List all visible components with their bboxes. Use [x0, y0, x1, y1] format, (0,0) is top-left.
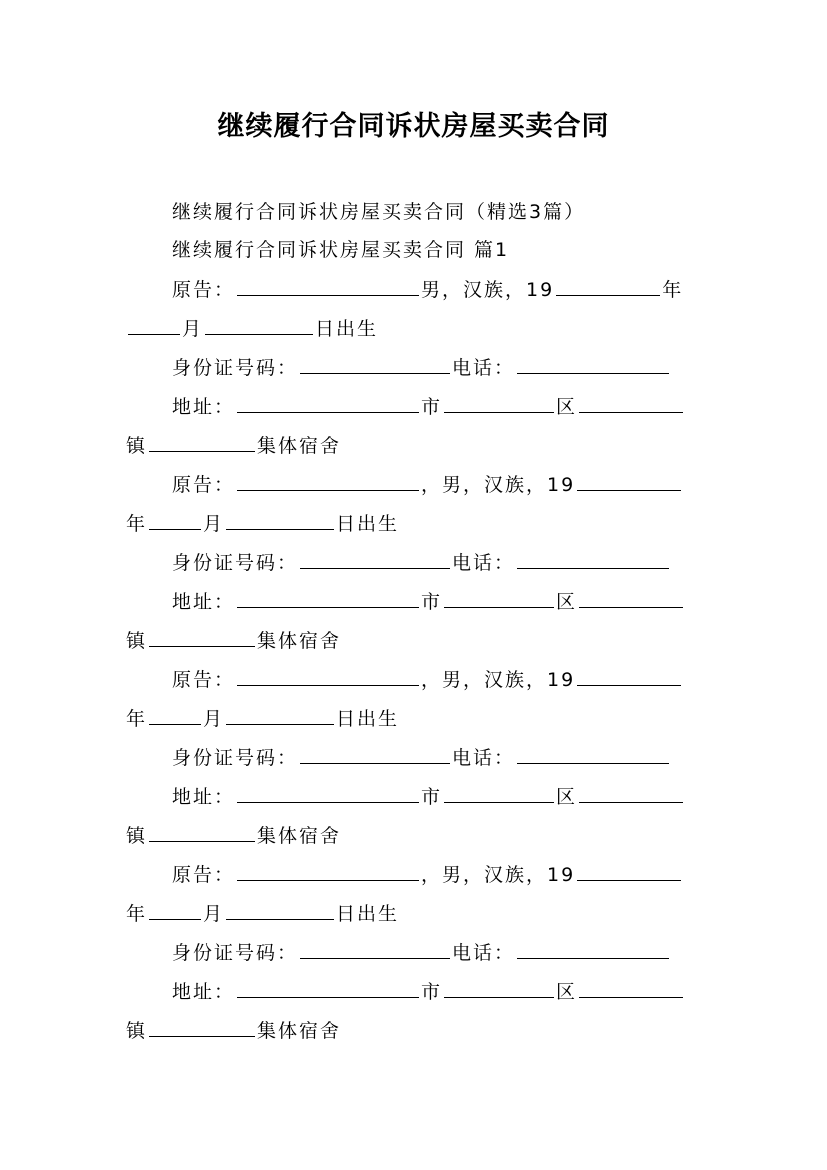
address-line: [172, 979, 685, 1004]
name-blank: [237, 277, 419, 296]
label-town: 镇: [126, 630, 148, 652]
dorm-line: [126, 628, 341, 653]
label-birth: 日出生: [336, 513, 400, 535]
label-month: 月: [203, 513, 225, 535]
address-blank: [237, 784, 419, 803]
id-blank: [300, 355, 450, 374]
label-phone: 电话：: [452, 747, 516, 769]
year-blank: [577, 862, 681, 881]
district-blank: [444, 589, 554, 608]
dorm-line: [126, 823, 341, 848]
label-dorm: 集体宿舍: [257, 825, 342, 847]
birth-line: [126, 706, 399, 731]
label-month: 月: [182, 318, 204, 340]
birth-line: [126, 511, 399, 536]
day-blank: [226, 901, 334, 920]
label-phone: 电话：: [452, 357, 516, 379]
phone-blank: [517, 355, 669, 374]
name-blank: [237, 472, 419, 491]
id-blank: [300, 940, 450, 959]
label-id: 身份证号码：: [172, 357, 299, 379]
town-blank: [579, 979, 683, 998]
plaintiff-line: [172, 862, 683, 887]
label-id: 身份证号码：: [172, 552, 299, 574]
month-blank: [149, 511, 201, 530]
label-dorm: 集体宿舍: [257, 1020, 342, 1042]
phone-blank: [517, 940, 669, 959]
town-blank: [579, 589, 683, 608]
label-year: 年: [662, 279, 684, 301]
dorm-blank: [149, 628, 255, 647]
name-blank: [237, 862, 419, 881]
label-city: 市: [421, 591, 443, 613]
label-birth: 日出生: [315, 318, 379, 340]
label-birth: 日出生: [336, 708, 400, 730]
id-line: [172, 940, 671, 965]
name-blank: [237, 667, 419, 686]
day-blank: [226, 511, 334, 530]
label-birth: 日出生: [336, 903, 400, 925]
label-id: 身份证号码：: [172, 942, 299, 964]
district-blank: [444, 979, 554, 998]
label-town: 镇: [126, 1020, 148, 1042]
phone-blank: [517, 550, 669, 569]
label-year: 年: [126, 708, 148, 730]
year-blank: [577, 667, 681, 686]
label-district: 区: [556, 786, 578, 808]
year-blank: [577, 472, 681, 491]
month-blank: [128, 316, 180, 335]
id-blank: [300, 550, 450, 569]
birth-line: [126, 316, 378, 341]
district-blank: [444, 394, 554, 413]
label-city: 市: [421, 981, 443, 1003]
address-line: [172, 589, 685, 614]
label-district: 区: [556, 591, 578, 613]
label-male-ethnic: ，男，汉族，19: [421, 474, 576, 496]
birth-line: [126, 901, 399, 926]
id-blank: [300, 745, 450, 764]
label-city: 市: [421, 786, 443, 808]
plaintiff-line: [172, 472, 683, 497]
label-plaintiff: 原告：: [172, 279, 236, 301]
month-blank: [149, 706, 201, 725]
label-year: 年: [126, 513, 148, 535]
month-blank: [149, 901, 201, 920]
address-blank: [237, 589, 419, 608]
dorm-blank: [149, 433, 255, 452]
year-blank: [556, 277, 660, 296]
dorm-blank: [149, 823, 255, 842]
label-address: 地址：: [172, 396, 236, 418]
town-blank: [579, 394, 683, 413]
town-blank: [579, 784, 683, 803]
document-title: 继续履行合同诉状房屋买卖合同: [217, 111, 610, 142]
label-phone: 电话：: [452, 942, 516, 964]
address-blank: [237, 394, 419, 413]
label-male-ethnic: 男，汉族，19: [421, 279, 555, 301]
label-plaintiff: 原告：: [172, 669, 236, 691]
section-title: 继续履行合同诉状房屋买卖合同 篇1: [172, 239, 510, 261]
label-month: 月: [203, 708, 225, 730]
dorm-line: [126, 433, 341, 458]
plaintiff-line: [172, 667, 683, 692]
id-line: [172, 550, 671, 575]
label-male-ethnic: ，男，汉族，19: [421, 864, 576, 886]
label-plaintiff: 原告：: [172, 864, 236, 886]
id-line: [172, 745, 671, 770]
dorm-blank: [149, 1018, 255, 1037]
label-town: 镇: [126, 825, 148, 847]
id-line: [172, 355, 671, 380]
label-year: 年: [126, 903, 148, 925]
label-address: 地址：: [172, 591, 236, 613]
label-address: 地址：: [172, 786, 236, 808]
label-address: 地址：: [172, 981, 236, 1003]
label-district: 区: [556, 981, 578, 1003]
phone-blank: [517, 745, 669, 764]
label-male-ethnic: ，男，汉族，19: [421, 669, 576, 691]
label-id: 身份证号码：: [172, 747, 299, 769]
label-dorm: 集体宿舍: [257, 435, 342, 457]
day-blank: [205, 316, 313, 335]
plaintiff-line: [172, 277, 683, 302]
address-blank: [237, 979, 419, 998]
district-blank: [444, 784, 554, 803]
intro-line: 继续履行合同诉状房屋买卖合同（精选3篇）: [172, 201, 586, 223]
label-dorm: 集体宿舍: [257, 630, 342, 652]
label-month: 月: [203, 903, 225, 925]
dorm-line: [126, 1018, 341, 1043]
address-line: [172, 394, 685, 419]
address-line: [172, 784, 685, 809]
label-plaintiff: 原告：: [172, 474, 236, 496]
label-district: 区: [556, 396, 578, 418]
label-town: 镇: [126, 435, 148, 457]
label-phone: 电话：: [452, 552, 516, 574]
label-city: 市: [421, 396, 443, 418]
day-blank: [226, 706, 334, 725]
